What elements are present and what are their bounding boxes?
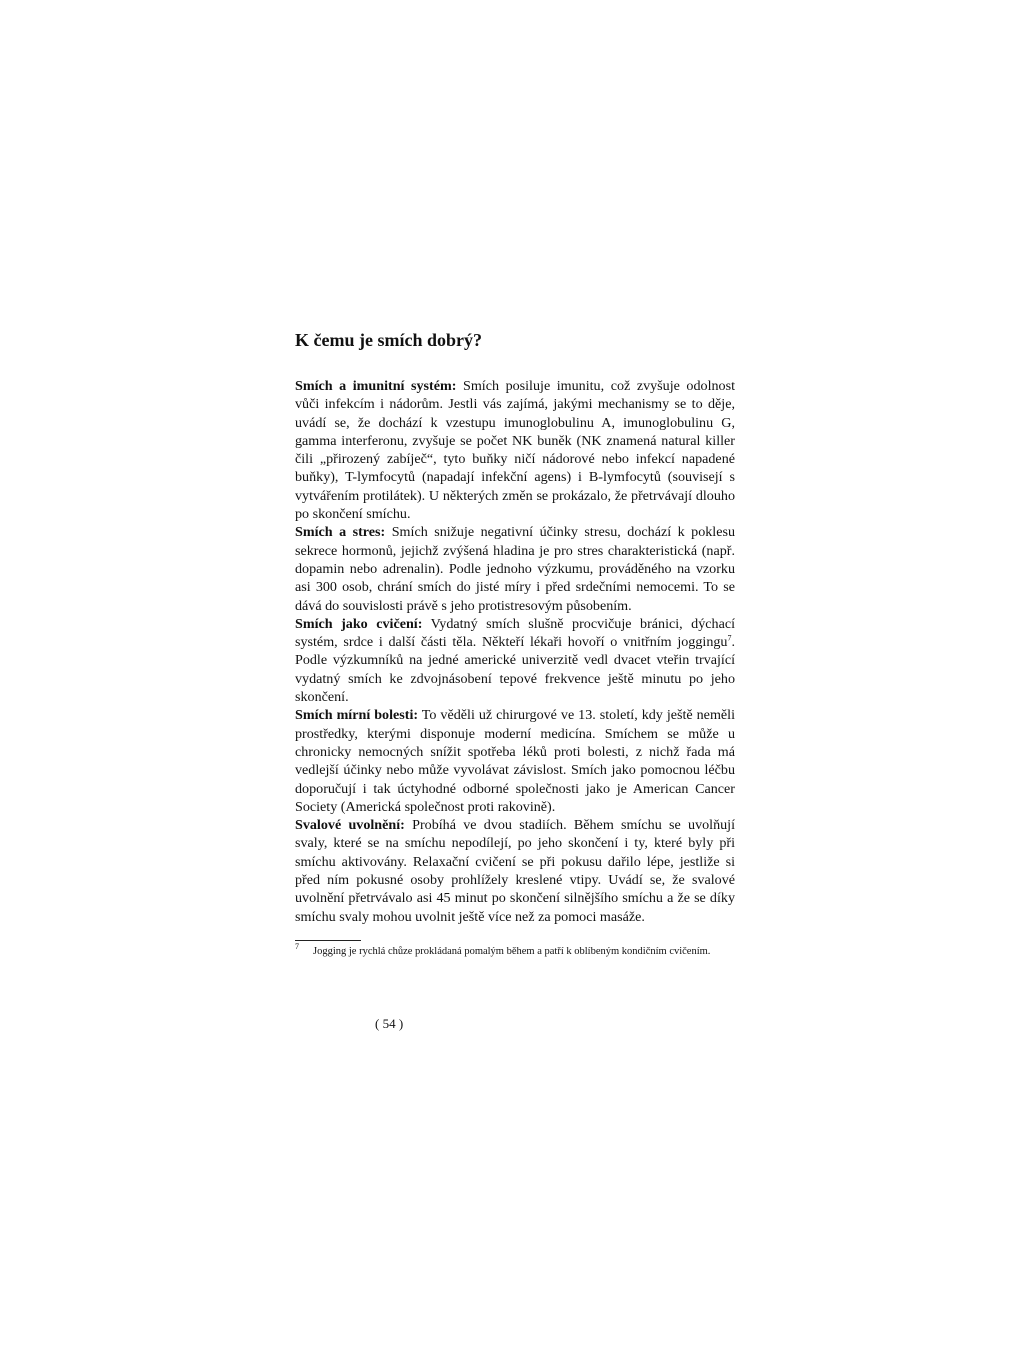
section-text-exercise-a: Vydatný smích slušně procvičuje bránici, dýchací systém, srdce i další části těla. Někteří lékaři hovoří o vnitřním joggingu	[295, 615, 736, 651]
page-content	[295, 328, 735, 959]
footnote-divider	[295, 940, 361, 941]
section-text-exercise-b: . Podle výzkumníků na jedné americké univerzitě vedl dvacet vteřin trvající vydatný smích ke zdvojnásobení tepové frekvence ještě minutu po jeho skončení.	[295, 634, 735, 706]
section-stress	[295, 523, 735, 614]
section-text-pain: To věděli už chirurgové ve 13. století, kdy ještě neměli prostředky, kterými disponuje moderní medicína. Smíchem se může u chronicky nemocných snížit spotřeba léků proti bolesti, z nichž řada má vedlejší účinky nebo může vyvolávat závislost. Smích jako pomocnou léčbu doporučují i tak úctyhodné odborné společnosti jako je American Cancer Society (Americká společnost proti rakovině).	[295, 707, 735, 815]
section-text-relaxation: Probíhá ve dvou stadiích. Během smíchu se uvolňují svaly, které se na smíchu nepodílejí, po jeho skončení i ty, které byly při smíchu aktivovány. Relaxační cvičení se při pokusu dařilo lépe, jestliže si před ním pokusné osoby prohlížely kreslené vtipy. Uvádí se, že svalové uvolnění přetrvávalo asi 45 minut po skončení silnějšího smíchu a že se díky smíchu svaly mohou uvolnit ještě více než za pomoci masáže.	[295, 817, 735, 925]
footnote-reference[interactable]: 7	[727, 633, 732, 643]
section-heading-relaxation: Svalové uvolnění:	[295, 817, 405, 834]
page-number: ( 54 )	[375, 1016, 404, 1031]
section-text-stress: Smích snižuje negativní účinky stresu, dochází k poklesu sekrece hormonů, jejichž zvýšená hladina je pro stres charakteristická (např. dopamin nebo adrenalin). Podle jednoho výzkumu, prováděného na vzorku asi 300 osob, chrání smích do jisté míry i před srdečními nemocemi. To se dává do souvislosti právě s jeho protistresovým působením.	[295, 524, 735, 614]
section-pain	[295, 706, 735, 816]
section-heading-exercise: Smích jako cvičení:	[295, 615, 423, 632]
section-immune	[295, 377, 735, 523]
section-text-immune: Smích posiluje imunitu, což zvyšuje odolnost vůči infekcím i nádorům. Jestli vás zajímá, jakými mechanismy se to děje, uvádí se, že dochází k vzestupu imunoglobulinu A, imunoglobulinu G, gamma interferonu, zvyšuje se počet NK buněk (NK znamená natural killer čili „přirozený zabíječ“, tyto buňky ničí nádorové nebo infekcí napadené buňky), T-lymfocytů (napadají infekční agens) i B-lymfocytů (souvisejí s vytvářením protilátek). U některých změn se prokázalo, že přetrvávají dlouho po skončení smíchu.	[295, 378, 735, 523]
section-heading-pain: Smích mírní bolesti:	[295, 707, 419, 724]
section-exercise	[295, 615, 735, 706]
section-heading-immune: Smích a imunitní systém:	[295, 378, 457, 394]
footnote-text: Jogging je rychlá chůze prokládaná pomalým během a patří k oblíbeným kondičním cvičením.	[313, 945, 711, 957]
section-heading-stress: Smích a stres:	[295, 524, 386, 541]
section-relaxation	[295, 816, 735, 926]
page-title: K čemu je smích dobrý?	[295, 330, 482, 350]
footnote: $^7$ Jogging je rychlá chůze prokládaná pomalým během a patří k oblíbeným kondičním cvičením.	[295, 942, 711, 957]
